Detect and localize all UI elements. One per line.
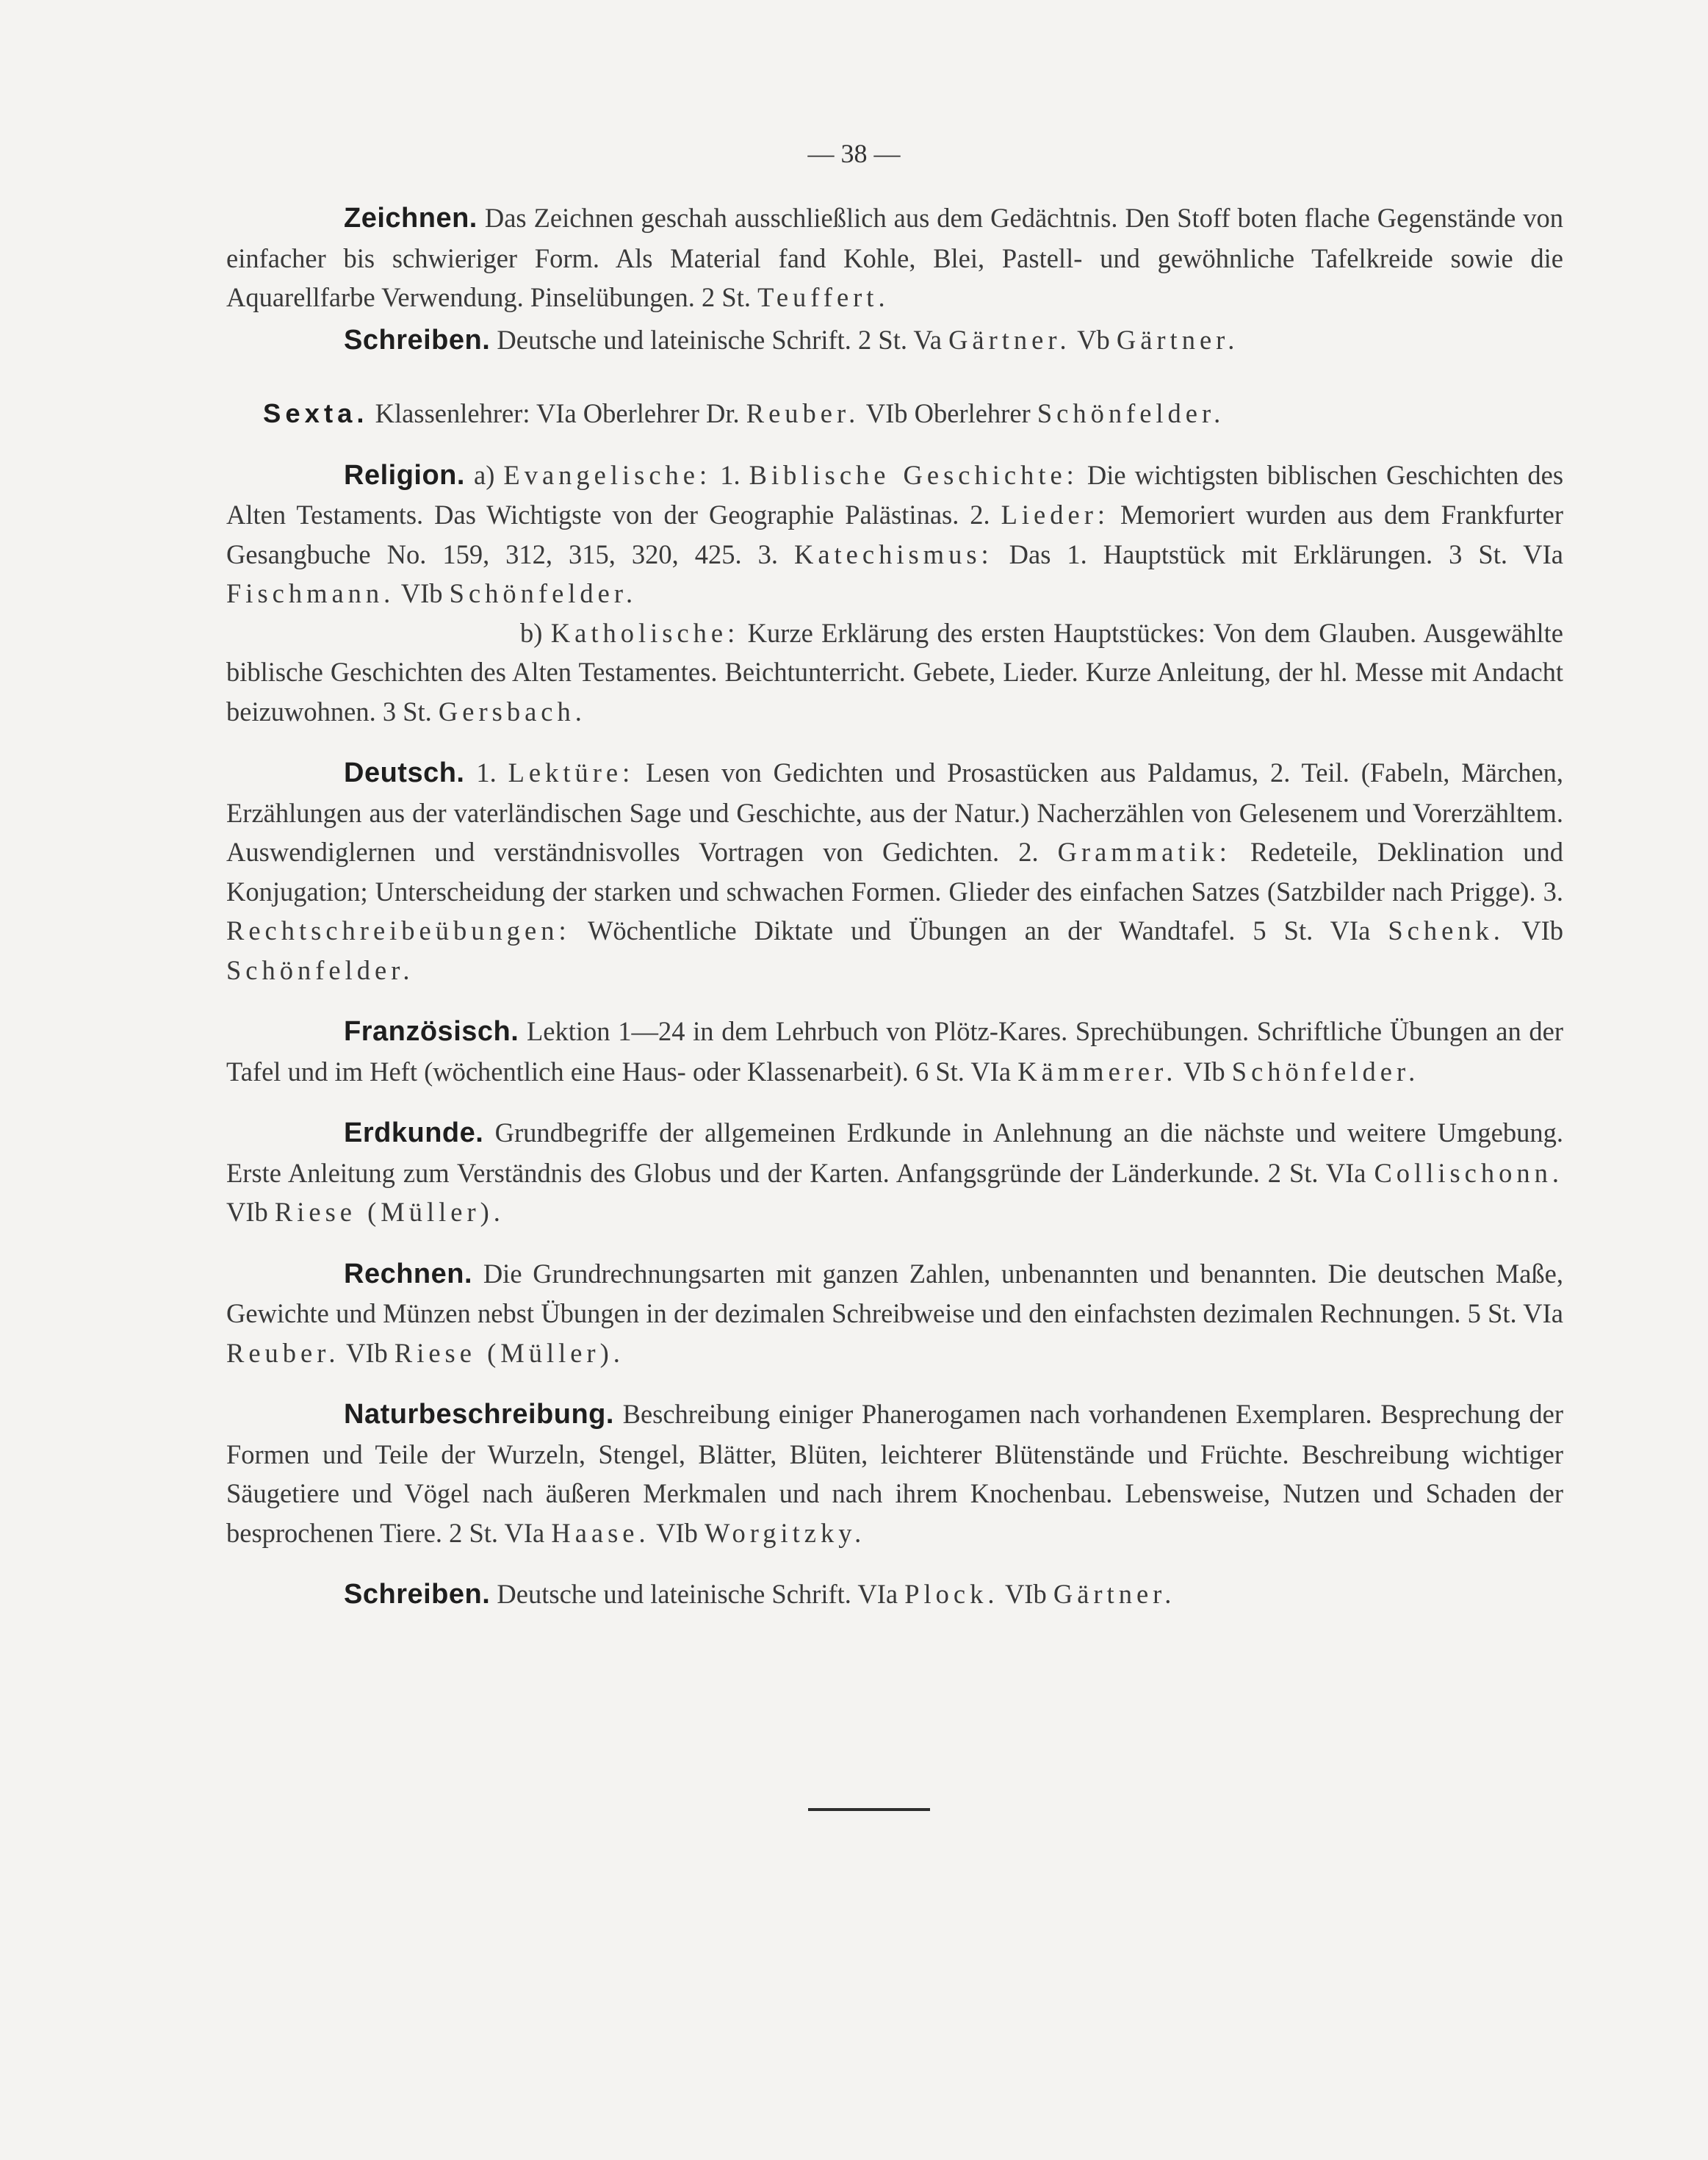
religion-s3-teacher-2: Schönfelder.	[449, 578, 638, 608]
deutsch-mid: VIb	[1521, 915, 1564, 946]
teacher-schreiben-2a: Plock.	[904, 1579, 999, 1609]
teacher-rechnen-1: Reuber.	[226, 1337, 340, 1368]
body-text	[226, 198, 1563, 1615]
religion-s3-spaced: Katechismus:	[793, 539, 993, 569]
heading-franzoesisch: Französisch.	[344, 1016, 519, 1047]
heading-zeichnen: Zeichnen.	[344, 203, 478, 234]
religion-s3-num: 3.	[757, 539, 778, 569]
teacher-sexta-2: Schönfelder.	[1037, 398, 1225, 428]
deutsch-t1: Lesen von Gedichten und Prosastücken aus Paldamus, 2. Teil. (Fabeln, Märchen, Erzählungen aus der vaterländischen Sage und Geschichte, aus der Natur.) Nacherzählen von Gelesenem und Vorerzähltem. Auswendiglernen und verständnisvolles Vortragen von Gedichten.	[226, 757, 1564, 867]
religion-a-label: a)	[474, 459, 495, 490]
mid-naturbeschreibung: VIb	[656, 1517, 698, 1548]
class-schreiben-1b: Vb	[1077, 324, 1110, 355]
deutsch-t3: Wöchentliche Diktate und Übungen an der Wandtafel. 5 St. VIa	[587, 915, 1371, 946]
text-naturbeschreibung: Beschreibung einiger Phanerogamen nach vorhandenen Exemplaren. Besprechung der Formen und Teile der Wurzeln, Stengel, Blätter, Blüten, leichterer Blütenstände und Früchte. Beschreibung wichtiger Säugetiere und Vögel nach äußeren Merkmalen und nach ihrem Knochenbau. Lebensweise, Nutzen und Schaden der besprochenen Tiere. 2 St. VIa	[226, 1399, 1563, 1548]
religion-s1-spaced: Biblische Geschichte:	[749, 459, 1078, 490]
page-number: — 38 —	[807, 139, 901, 168]
heading-erdkunde: Erdkunde.	[344, 1117, 484, 1148]
heading-schreiben-1: Schreiben.	[344, 324, 491, 356]
mid-schreiben-2: VIb	[1004, 1579, 1047, 1609]
religion-b-text: Kurze Erklärung des ersten Hauptstückes: Von dem Glauben. Ausgewählte biblische Geschichten des Alten Testamentes. Beichtunterricht. Gebete, Lieder. Kurze Anleitung, der hl. Messe mit Andacht beizuwohnen. 3 St.	[226, 617, 1563, 727]
deutsch-s1: Lektüre:	[508, 757, 635, 788]
religion-a-spaced: Evangelische:	[503, 459, 712, 490]
text-zeichnen: Das Zeichnen geschah ausschließlich aus dem Gedächtnis. Den Stoff boten flache Gegenstände von einfacher bis schwieriger Form. Als Material fand Kohle, Blei, Pastell- und gewöhnliche Tafelkreide sowie die Aquarellfarbe Verwendung. Pinselübungen. 2 St.	[226, 203, 1564, 312]
religion-b-teacher: Gersbach.	[438, 696, 586, 727]
section-erdkunde	[226, 1113, 1563, 1232]
deutsch-teacher-2: Schönfelder.	[226, 954, 414, 985]
teacher-sexta-1: Reuber.	[746, 398, 860, 428]
deutsch-n2: 2.	[1018, 837, 1039, 867]
teacher-schreiben-1b: Gärtner.	[1116, 324, 1239, 355]
text-erdkunde: Grundbegriffe der allgemeinen Erdkunde in Anlehnung an die nächste und weitere Umgebung. Erste Anleitung zum Verständnis des Globus und der Karten. Anfangsgründe der Länderkunde. 2 St. VIa	[226, 1117, 1564, 1188]
teacher-naturbeschreibung-1: Haase.	[551, 1517, 650, 1548]
closing-rule	[808, 1808, 930, 1811]
religion-s3-text: Das 1. Hauptstück mit Erklärungen. 3 St. VIa	[1009, 539, 1563, 569]
religion-s2-spaced: Lieder:	[1001, 500, 1110, 530]
section-deutsch	[226, 753, 1563, 990]
religion-s3-teacher-1: Fischmann.	[226, 578, 395, 608]
teacher-franzoesisch-2: Schönfelder.	[1231, 1056, 1420, 1087]
deutsch-n3: 3.	[1543, 876, 1564, 907]
religion-b-spaced: Katholische:	[550, 617, 740, 648]
teacher-rechnen-2: Riese (Müller).	[394, 1337, 624, 1368]
religion-s3-mid: VIb	[400, 578, 443, 608]
religion-s2-text: Memoriert wurden aus dem Frankfurter Gesangbuche No. 159, 312, 315, 320, 425.	[226, 500, 1564, 569]
section-schreiben-2	[226, 1574, 1563, 1615]
section-franzoesisch	[226, 1012, 1563, 1091]
religion-s2-num: 2.	[970, 500, 990, 530]
mid-erdkunde: VIb	[226, 1197, 268, 1227]
text-sexta-1: Klassenlehrer: VIa Oberlehrer Dr.	[375, 398, 740, 428]
teacher-schreiben-2b: Gärtner.	[1053, 1579, 1176, 1609]
section-sexta	[226, 394, 1563, 433]
heading-schreiben-2: Schreiben.	[344, 1579, 491, 1610]
text-schreiben-2: Deutsche und lateinische Schrift. VIa	[497, 1579, 898, 1609]
section-religion-b	[226, 613, 1563, 732]
section-rechnen	[226, 1254, 1563, 1373]
section-religion-a	[226, 456, 1563, 613]
deutsch-s3: Rechtschreibeübungen:	[226, 915, 571, 946]
section-naturbeschreibung	[226, 1394, 1563, 1552]
section-schreiben-1	[226, 320, 1563, 361]
religion-b-label: b)	[520, 617, 543, 648]
mid-franzoesisch: VIb	[1183, 1056, 1225, 1087]
heading-deutsch: Deutsch.	[344, 757, 465, 788]
teacher-zeichnen: Teuffert.	[757, 282, 890, 312]
heading-sexta: Sexta.	[263, 398, 369, 428]
deutsch-teacher-1: Schenk.	[1388, 915, 1505, 946]
teacher-franzoesisch-1: Kämmerer.	[1017, 1056, 1178, 1087]
mid-rechnen: VIb	[345, 1337, 388, 1368]
deutsch-s2: Grammatik:	[1057, 837, 1231, 867]
religion-s1-text: Die wichtigsten biblischen Geschichten des Alten Testaments. Das Wichtigste von der Geographie Palästinas.	[226, 459, 1564, 530]
teacher-erdkunde-2: Riese (Müller).	[274, 1197, 505, 1227]
deutsch-t2: Redeteile, Deklination und Konjugation; Unterscheidung der starken und schwachen Formen. Glieder des einfachen Satzes (Satzbilder nach Prigge).	[226, 837, 1564, 907]
heading-naturbeschreibung: Naturbeschreibung.	[344, 1399, 614, 1430]
text-sexta-2: VIb Oberlehrer	[865, 398, 1031, 428]
teacher-schreiben-1a: Gärtner.	[948, 324, 1071, 355]
section-zeichnen	[226, 198, 1563, 317]
teacher-naturbeschreibung-2: Worgitzky.	[705, 1517, 866, 1548]
religion-s1-num: 1.	[720, 459, 741, 490]
text-rechnen: Die Grundrechnungsarten mit ganzen Zahlen, unbenannten und benannten. Die deutschen Maße, Gewichte und Münzen nebst Übungen in der dezimalen Schreibweise und den einfachsten dezimalen Rechnungen. 5 St. VIa	[226, 1258, 1563, 1328]
text-schreiben-1: Deutsche und lateinische Schrift. 2 St. Va	[497, 324, 942, 355]
text-franzoesisch: Lektion 1—24 in dem Lehrbuch von Plötz-Kares. Sprechübungen. Schriftliche Übungen an der Tafel und im Heft (wöchentlich eine Haus- oder Klassenarbeit). 6 St. VIa	[226, 1016, 1563, 1087]
deutsch-n1: 1.	[476, 757, 497, 788]
heading-religion: Religion.	[344, 459, 465, 491]
heading-rechnen: Rechnen.	[344, 1258, 473, 1289]
teacher-erdkunde-1: Collischonn.	[1374, 1157, 1564, 1188]
